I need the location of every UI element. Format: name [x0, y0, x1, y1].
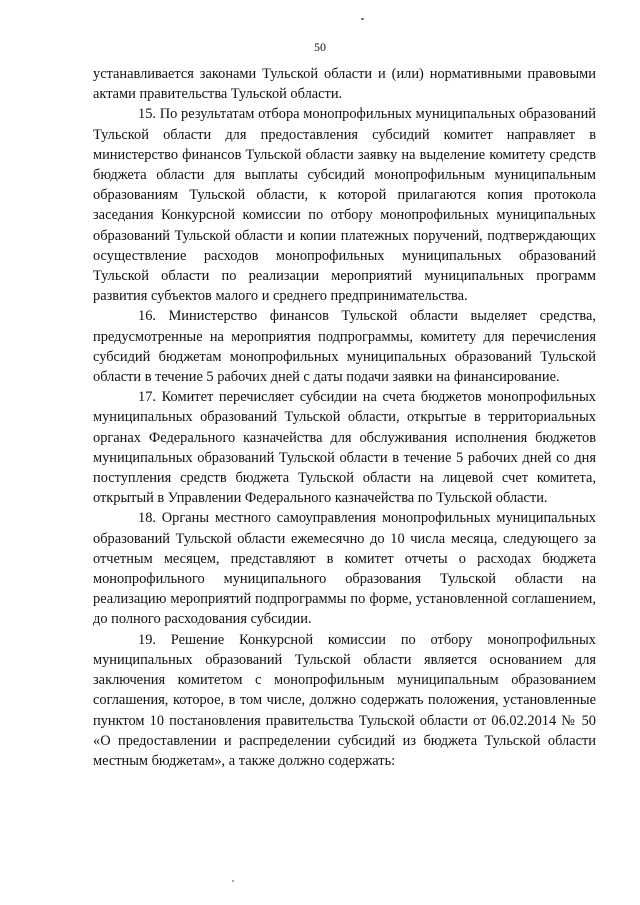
paragraph-item-17: 17. Комитет перечисляет субсидии на счета бюджетов монопрофильных муниципальных образований Тульской области, открытые в территориальных органах Федерального казначейства для обслуживания исполнения бюджетов муниципальных образований Тульской области в течение 5 рабочих дней со дня поступления средств бюджета Тульской области на лицевой счет комитета, открытый в Управлении Федерального казначейства по Тульской области. — [93, 389, 596, 507]
document-body — [93, 64, 596, 771]
paragraph-item-16: 16. Министерство финансов Тульской области выделяет средства, предусмотренные на мероприятия подпрограммы, комитету для перечисления субсидий бюджетам монопрофильных муниципальных образований Тульской области в течение 5 рабочих дней с даты подачи заявки на финансирование. — [93, 308, 596, 386]
scan-speck-bottom — [232, 880, 234, 882]
paragraph-item-18: 18. Органы местного самоуправления монопрофильных муниципальных образований Тульской области ежемесячно до 10 числа месяца, следующего за отчетным месяцем, представляют в комитет отчеты о расходах бюджета монопрофильного муниципального образования Тульской области на реализацию мероприятий подпрограммы по форме, установленной соглашением, до полного расходования субсидии. — [93, 510, 596, 628]
paragraph-item-19: 19. Решение Конкурсной комиссии по отбору монопрофильных муниципальных образований Тульской области является основанием для заключения комитетом с монопрофильным муниципальным образованием соглашения, которое, в том числе, должно содержать положения, установленные пунктом 10 постановления правительства Тульской области от 06.02.2014 № 50 «О предоставлении и распределении субсидий из бюджета Тульской области местным бюджетам», а также должно содержать: — [93, 631, 596, 769]
paragraph-item-15: 15. По результатам отбора монопрофильных муниципальных образований Тульской области для предоставления субсидий комитет направляет в министерство финансов Тульской области заявку на выделение комитету средств бюджета области для выплаты субсидий монопрофильным муниципальным образованиям Тульской области, к которой прилагаются копия протокола заседания Конкурсной комиссии по отбору монопрофильных муниципальных образований Тульской области и копии платежных поручений, подтверждающих осуществление расходов монопрофильных муниципальных образований Тульской области по реализации мероприятий муниципальных программ развития субъектов малого и среднего предпринимательства. — [93, 106, 596, 305]
paragraph-continuation: устанавливается законами Тульской области и (или) нормативными правовыми актами правительства Тульской области. — [93, 66, 596, 103]
scan-speck — [361, 18, 364, 20]
page-number: 50 — [314, 40, 326, 54]
